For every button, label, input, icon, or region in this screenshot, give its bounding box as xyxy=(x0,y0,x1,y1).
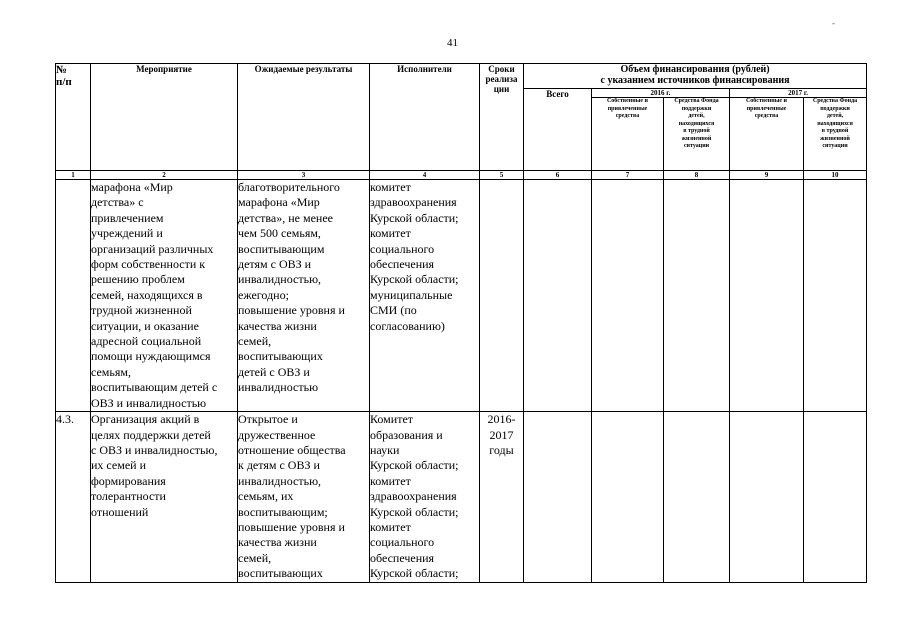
executors-cell-line: комитет xyxy=(370,473,411,488)
column-number: 1 xyxy=(56,171,91,180)
executors-cell-line: социального xyxy=(370,535,435,550)
results-cell-line: воспитывающих xyxy=(238,349,323,364)
header-year-2016: 2016 г. xyxy=(592,89,730,98)
executors-cell-line: комитет xyxy=(370,180,411,194)
executors-cell-line: социального xyxy=(370,241,435,256)
funding-cell xyxy=(804,180,867,412)
event-cell-line: семей, находящихся в xyxy=(91,287,203,302)
header-funding-line1: Объем финансирования (рублей) xyxy=(620,64,770,75)
fund-line: находящихся xyxy=(678,120,715,127)
column-number: 4 xyxy=(370,171,480,180)
event-cell-line: отношений xyxy=(91,504,149,519)
fund-line: в трудной xyxy=(683,128,710,134)
header-term-lines xyxy=(480,64,523,94)
executors-cell-line: комитет xyxy=(370,226,411,241)
results-cell-line: дружественное xyxy=(238,427,316,442)
fund-line: в трудной xyxy=(821,128,849,134)
funding-cell xyxy=(592,180,664,412)
column-number-row xyxy=(56,171,867,180)
results-cell-line: воспитывающим xyxy=(238,241,325,256)
event-cell-line: форм собственности к xyxy=(91,257,206,272)
funding-cell xyxy=(524,180,592,412)
header-term xyxy=(480,64,524,171)
executors-cell-line: СМИ (по xyxy=(370,303,417,318)
results-cell-line: к детям с ОВЗ и xyxy=(238,458,320,473)
executors-cell xyxy=(370,412,480,582)
event-cell xyxy=(91,180,238,412)
header-funding-line2: с указанием источников финансирования xyxy=(600,75,790,86)
header-term-line: ции xyxy=(493,84,510,94)
header-results: Ожидаемые результаты xyxy=(238,64,370,171)
fund-line: поддержки xyxy=(681,105,712,112)
event-cell-line: трудной жизненной xyxy=(91,303,192,318)
funding-cell xyxy=(664,180,730,412)
funding-cell xyxy=(664,412,730,582)
table-row xyxy=(56,412,867,582)
column-number: 2 xyxy=(91,171,238,180)
results-cell-line: воспитывающих xyxy=(238,566,323,581)
results-cell xyxy=(238,180,370,412)
own-funds-line: привлеченные xyxy=(746,105,787,112)
column-number: 9 xyxy=(730,171,804,180)
term-cell-line: 2017 xyxy=(489,427,514,442)
results-cell-line: чем 500 семьям, xyxy=(238,226,321,241)
fund-line: Средства Фонда xyxy=(812,98,858,104)
executors-cell-line: Курской области; xyxy=(370,210,459,225)
header-total: Всего xyxy=(524,89,592,171)
event-cell-line: учреждений и xyxy=(91,226,163,241)
results-cell-line: отношение общества xyxy=(238,442,346,457)
fund-line: Средства Фонда xyxy=(674,98,719,104)
event-cell-line: решению проблем xyxy=(91,272,185,287)
funding-cell xyxy=(730,412,804,582)
results-cell-line: качества жизни xyxy=(238,535,317,550)
row-number xyxy=(56,180,91,412)
event-cell xyxy=(91,412,238,582)
event-cell-line: с ОВЗ и инвалидностью, xyxy=(91,442,218,457)
event-cell-line: семьям, xyxy=(91,364,131,379)
results-cell-line: детям с ОВЗ и xyxy=(238,257,312,272)
fund-line: находящихся xyxy=(817,120,853,127)
column-number: 8 xyxy=(664,171,730,180)
event-cell-line: целях поддержки детей xyxy=(91,427,211,442)
executors-cell-line: Курской области; xyxy=(370,566,459,581)
executors-cell-line: образования и xyxy=(370,427,443,442)
executors-cell-line: здравоохранения xyxy=(370,195,457,210)
funding-cell xyxy=(804,412,867,582)
funding-cell xyxy=(524,412,592,582)
executors-cell-line: Курской области; xyxy=(370,272,459,287)
own-funds-line: средства xyxy=(754,113,779,119)
own-funds-line: привлеченные xyxy=(607,105,648,112)
column-number: 6 xyxy=(524,171,592,180)
executors-cell-line: обеспечения xyxy=(370,550,435,565)
term-cell-line: 2016- xyxy=(487,412,516,427)
header-own-funds-2016 xyxy=(592,98,664,171)
results-cell-line: марафона «Мир xyxy=(238,195,320,210)
results-cell-line: семей, xyxy=(238,334,272,349)
header-number-line1: № xyxy=(56,64,68,76)
results-cell-line: детей с ОВЗ и xyxy=(238,364,310,379)
column-number: 7 xyxy=(592,171,664,180)
executors-cell-line: муниципальные xyxy=(370,287,453,302)
event-cell-line: ОВЗ и инвалидностью xyxy=(91,395,207,410)
column-number: 5 xyxy=(480,171,524,180)
event-cell-line: толерантности xyxy=(91,489,166,504)
event-cell-line: формирования xyxy=(91,473,166,488)
results-cell xyxy=(238,412,370,582)
header-number-line2: п/п xyxy=(56,76,72,88)
own-funds-line: Собственные и xyxy=(606,98,649,104)
header-number xyxy=(56,64,91,171)
fund-line: детей, xyxy=(688,113,705,119)
results-cell-line: повышение уровня и xyxy=(238,519,345,534)
executors-cell xyxy=(370,180,480,412)
results-cell-line: инвалидностью, xyxy=(238,473,322,488)
fund-line: жизненной xyxy=(681,135,712,142)
results-cell-line: семей, xyxy=(238,550,272,565)
header-own-funds-2017 xyxy=(730,98,804,171)
executors-cell-line: здравоохранения xyxy=(370,489,457,504)
executors-cell-line: Курской области; xyxy=(370,504,459,519)
executors-cell-line: Курской области; xyxy=(370,458,459,473)
fund-line: поддержки xyxy=(820,105,850,112)
funding-plan-table xyxy=(55,63,867,583)
fund-line: детей, xyxy=(826,113,844,119)
row-number: 4.3. xyxy=(56,412,91,582)
page-number: 41 xyxy=(447,37,458,49)
executors-cell-line: обеспечения xyxy=(370,257,435,272)
term-cell xyxy=(480,412,524,582)
header-term-line: Сроки xyxy=(488,64,515,74)
executors-cell-line: Комитет xyxy=(370,412,414,427)
results-cell-line: воспитывающим; xyxy=(238,504,328,519)
results-cell-line: ежегодно; xyxy=(238,287,289,302)
own-funds-line: средства xyxy=(615,113,640,119)
results-cell-line: повышение уровня и xyxy=(238,303,345,318)
executors-cell-line: согласованию) xyxy=(370,318,445,333)
header-term-line: реализа xyxy=(485,74,518,84)
event-cell-line: организаций различных xyxy=(91,241,214,256)
fund-line: жизненной xyxy=(820,135,850,142)
event-cell-line: марафона «Мир xyxy=(91,180,173,194)
funding-cell xyxy=(592,412,664,582)
column-number: 3 xyxy=(238,171,370,180)
own-funds-line: Собственные и xyxy=(745,98,788,104)
results-cell-line: инвалидностью xyxy=(238,380,319,395)
event-cell-line: помощи нуждающимся xyxy=(91,349,211,364)
header-year-2017: 2017 г. xyxy=(730,89,867,98)
term-cell-line: годы xyxy=(489,442,514,457)
header-fund-support-2017 xyxy=(804,98,867,171)
event-cell-line: воспитывающим детей с xyxy=(91,380,218,395)
results-cell-line: инвалидностью, xyxy=(238,272,322,287)
event-cell-line: ситуации, и оказание xyxy=(91,318,199,333)
event-cell-line: адресной социальной xyxy=(91,334,202,349)
funding-cell xyxy=(730,180,804,412)
fund-line: ситуации xyxy=(683,143,710,149)
executors-cell-line: науки xyxy=(370,442,400,457)
results-cell-line: детства», не менее xyxy=(238,210,333,225)
event-cell-line: привлечением xyxy=(91,210,164,225)
event-cell-line: их семей и xyxy=(91,458,146,473)
term-cell xyxy=(480,180,524,412)
header-funding xyxy=(524,64,867,89)
table-row xyxy=(56,180,867,412)
results-cell-line: качества жизни xyxy=(238,318,317,333)
event-cell-line: детства» с xyxy=(91,195,144,210)
results-cell-line: семьям, их xyxy=(238,489,294,504)
header-fund-support-2016 xyxy=(664,98,730,171)
fund-line: ситуации xyxy=(822,143,848,149)
results-cell-line: благотворительного xyxy=(238,180,340,194)
results-cell-line: Открытое и xyxy=(238,412,298,427)
event-cell-line: Организация акций в xyxy=(91,412,200,427)
header-executors: Исполнители xyxy=(370,64,480,171)
header-event: Мероприятие xyxy=(91,64,238,171)
executors-cell-line: комитет xyxy=(370,519,411,534)
column-number: 10 xyxy=(804,171,867,180)
corner-mark: - xyxy=(832,18,835,28)
